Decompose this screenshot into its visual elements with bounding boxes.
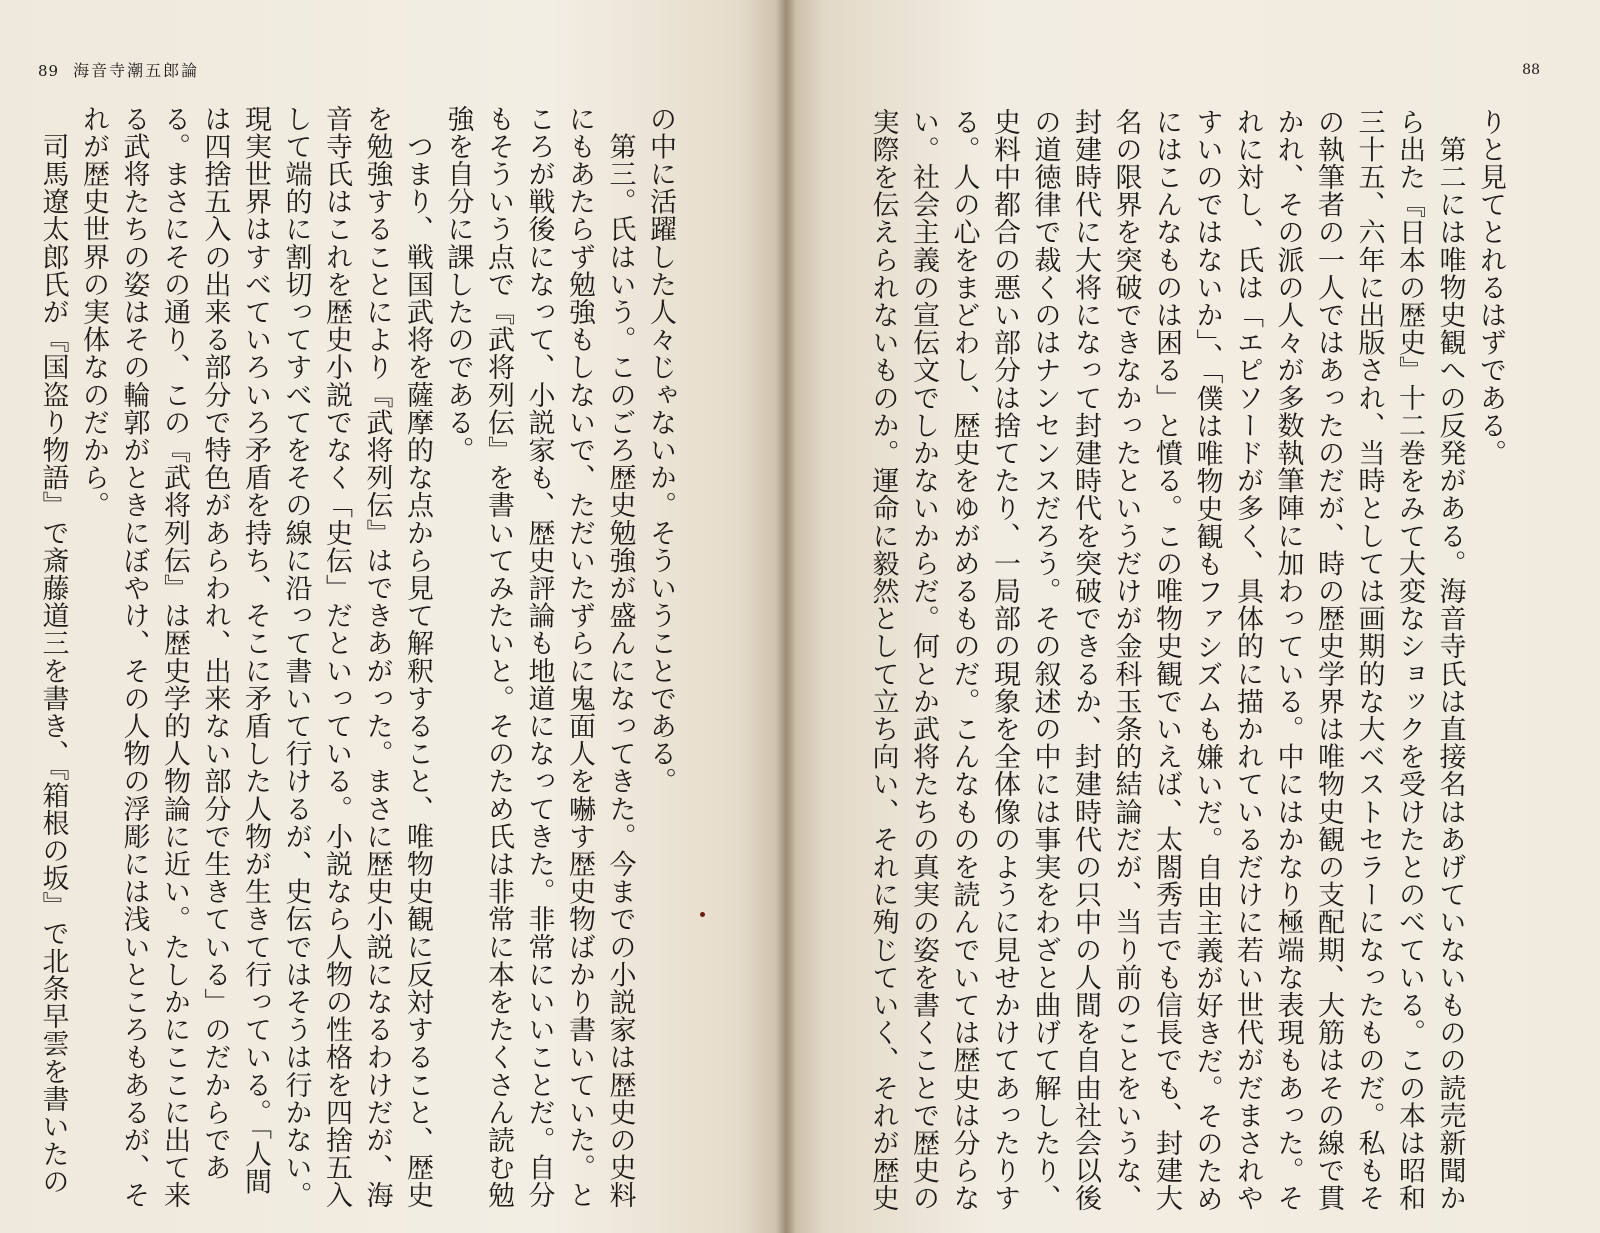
left-page (0, 0, 785, 1233)
right-page-body-text: りと見てとれるはずである。 第二には唯物史観への反発がある。海音寺氏は直接名はあげていないものの読売新聞か ら出た『日本の歴史』十二巻をみて大変なショックを受けたとのべている。この本は昭和 三十五、六年に出版され、当時としては画期的な大ベストセラーになったものだ。私もそ の執筆者の一人ではあったのだが、時の歴史学界は唯物史観の支配期、大筋はその線で貫 かれ、その派の人々が多数執筆陣に加わっている。中にはかなり極端な表現もあった。そ れに対し、氏は「エピソードが多く、具体的に描かれているだけに若い世代がだまされや すいのではないか」、「僕は唯物史観もファシズムも嫌いだ。自由主義が好きだ。そのため にはこんなものは困る」と憤る。この唯物史観でいえば、太閤秀吉でも信長でも、封建大 名の限界を突破できなかったというだけが金科玉条的結論だが、当り前のことをいうな、 封建時代に大将になって封建時代を突破できるか、封建時代の只中の人間を自由社会以後 の道徳律で裁くのはナンセンスだろう。その叙述の中には事実をわざと曲げて解したり、 史料中都合の悪い部分は捨てたり、一局部の現象を全体像のように見せかけてあったりす る。人の心をまどわし、歴史をゆがめるものだ。こんなものを読んでいては歴史は分らな い。社会主義の宣伝文でしかないからだ。何とか武将たちの真実の姿を書くことで歴史の 実際を伝えられないものか。運命に毅然として立ち向い、それに殉じていく、それが歴史 (867, 108, 1506, 1213)
paper-speck (700, 912, 705, 917)
book-gutter (776, 0, 796, 1233)
page-number-left: 89 (38, 62, 60, 80)
running-head (38, 58, 199, 81)
left-page-body-text: の中に活躍した人々じゃないか。そういうことである。 第三。氏はいう。このごろ歴史勉強が盛んになってきた。今までの小説家は歴史の史料 にもあたらず勉強もしないで、ただいたずらに鬼面人を嚇す歴史物ばかり書いていた。と ころが戦後になって、小説家も、歴史評論も地道になってきた。非常にいいことだ。自分 もそういう点で『武将列伝』を書いてみたいと。そのため氏は非常に本をたくさん読む勉 強を自分に課したのである。 つまり、戦国武将を薩摩的な点から見て解釈すること、唯物史観に反対すること、歴史 を勉強することにより『武将列伝』はできあがった。まさに歴史小説になるわけだが、海 音寺氏はこれを歴史小説でなく「史伝」だといっている。小説なら人物の性格を四捨五入 して端的に割切ってすべてをその線に沿って書いて行けるが、史伝ではそうは行かない。 現実世界はすべていろいろ矛盾を持ち、そこに矛盾した人物が生きて行っている。「人間 は四捨五入の出来る部分で特色があらわれ、出来ない部分で生きている」のだからであ る。まさにその通り、この『武将列伝』は歴史学的人物論に近い。たしかにここに出て来 る武将たちの姿はその輪郭がときにぼやけ、その人物の浮彫には浅いところもあるが、そ れが歴史世界の実体なのだから。 司馬遼太郎氏が『国盗り物語』で斎藤道三を書き、『箱根の坂』で北条早雲を書いたの (37, 105, 676, 1209)
right-page (785, 0, 1600, 1233)
running-title: 海音寺潮五郎論 (73, 61, 200, 80)
page-number-right: 88 (1522, 62, 1540, 78)
